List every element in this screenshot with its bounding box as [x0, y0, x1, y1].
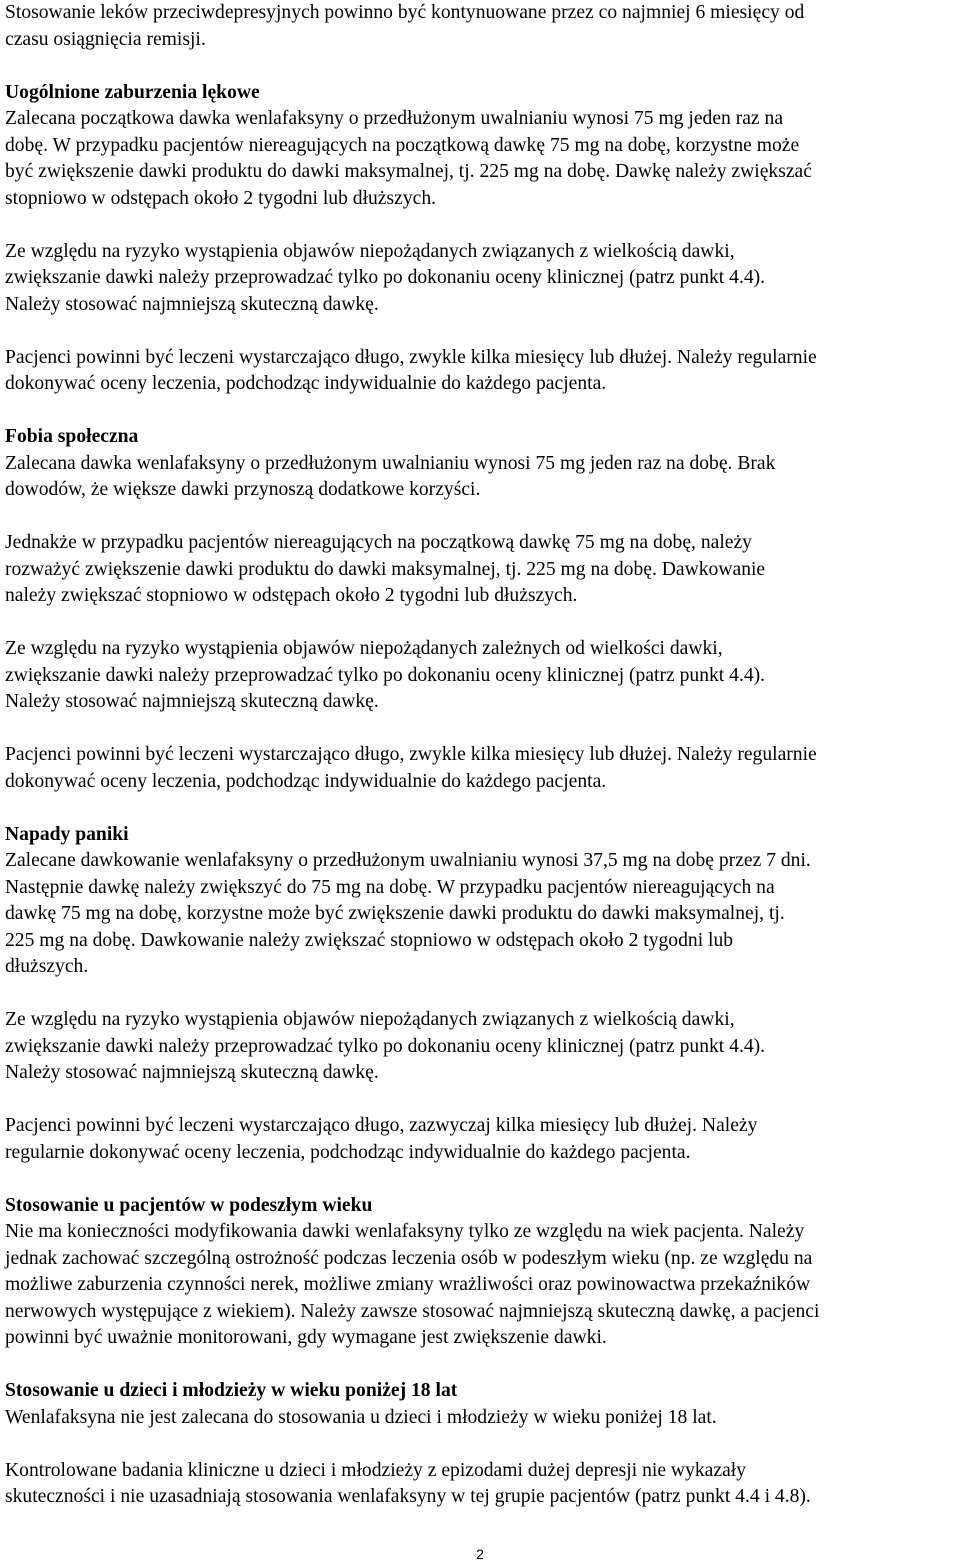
- text-line: zwiększanie dawki należy przeprowadzać tylko po dokonaniu oceny klinicznej (patrz punkt 4.4).: [5, 267, 766, 288]
- text-line: możliwe zaburzenia czynności nerek, możliwe zmiany wrażliwości oraz powinowactwa przekaźników: [5, 1274, 811, 1295]
- section-heading: Stosowanie u dzieci i młodzieży w wieku poniżej 18 lat: [5, 1380, 458, 1401]
- text-line: Ze względu na ryzyko wystąpienia objawów niepożądanych związanych z wielkością dawki,: [5, 1009, 735, 1030]
- text-line: 225 mg na dobę. Dawkowanie należy zwiększać stopniowo w odstępach około 2 tygodni lub: [5, 929, 734, 951]
- text-line: zwiększanie dawki należy przeprowadzać tylko po dokonaniu oceny klinicznej (patrz punkt 4.4).: [5, 1035, 766, 1057]
- text-line: dłuższych.: [5, 956, 89, 977]
- text-line: regularnie dokonywać oceny leczenia, podchodząc indywidualnie do każdego pacjenta.: [5, 1141, 691, 1163]
- paragraph: [5, 1113, 955, 1166]
- text-line: Ze względu na ryzyko wystąpienia objawów niepożądanych związanych z wielkością dawki,: [5, 240, 735, 262]
- document-section: [5, 1193, 955, 1352]
- text-line: Należy stosować najmniejszą skuteczną dawkę.: [5, 1062, 379, 1083]
- text-line: Jednakże w przypadku pacjentów niereagujących na początkową dawkę 75 mg na dobę, należy: [5, 532, 752, 553]
- text-line: dowodów, że większe dawki przynoszą dodatkowe korzyści.: [5, 479, 481, 500]
- text-line: Pacjenci powinni być leczeni wystarczająco długo, zwykle kilka miesięcy lub dłużej. Należy regularnie: [5, 744, 817, 765]
- text-line: Nie ma konieczności modyfikowania dawki wenlafaksyny tylko ze względu na wiek pacjenta. Należy: [5, 1221, 805, 1242]
- paragraph: [5, 1458, 955, 1511]
- paragraph: [5, 239, 955, 319]
- text-line: Pacjenci powinni być leczeni wystarczająco długo, zazwyczaj kilka miesięcy lub dłużej. Należy: [5, 1115, 758, 1136]
- document-page: [5, 0, 955, 1537]
- text-line: Należy stosować najmniejszą skuteczną dawkę.: [5, 293, 379, 315]
- paragraph: [5, 530, 955, 610]
- paragraph: [5, 1007, 955, 1087]
- text-line: zwiększanie dawki należy przeprowadzać tylko po dokonaniu oceny klinicznej (patrz punkt 4.4).: [5, 664, 766, 686]
- text-line: Kontrolowane badania kliniczne u dzieci i młodzieży z epizodami dużej depresji nie wykazały: [5, 1459, 747, 1481]
- text-line: dokonywać oceny leczenia, podchodząc indywidualnie do każdego pacjenta.: [5, 373, 607, 394]
- text-line: Zalecana dawka wenlafaksyny o przedłużonym uwalnianiu wynosi 75 mg jeden raz na dobę. Brak: [5, 452, 776, 474]
- text-line: Stosowanie leków przeciwdepresyjnych powinno być kontynuowane przez co najmniej 6 miesięcy od: [5, 2, 805, 23]
- paragraph: [5, 345, 955, 398]
- text-line: skuteczności i nie uzasadniają stosowania wenlafaksyny w tej grupie pacjentów (patrz punkt 4.4 i 4.8).: [5, 1486, 811, 1507]
- text-line: Zalecane dawkowanie wenlafaksyny o przedłużonym uwalnianiu wynosi 37,5 mg na dobę przez 7 dni.: [5, 850, 811, 871]
- text-line: dokonywać oceny leczenia, podchodząc indywidualnie do każdego pacjenta.: [5, 770, 607, 792]
- text-line: nerwowych występujące z wiekiem). Należy zawsze stosować najmniejszą skuteczną dawkę, a pacjenci: [5, 1300, 820, 1322]
- section-heading: Napady paniki: [5, 823, 129, 845]
- text-line: Należy stosować najmniejszą skuteczną dawkę.: [5, 691, 379, 712]
- document-section: [5, 80, 955, 213]
- text-line: Ze względu na ryzyko wystąpienia objawów niepożądanych zależnych od wielkości dawki,: [5, 638, 723, 659]
- document-section: [5, 822, 955, 981]
- text-line: czasu osiągnięcia remisji.: [5, 28, 206, 50]
- paragraph: [5, 0, 955, 53]
- document-section: [5, 1378, 955, 1431]
- section-heading: Stosowanie u pacjentów w podeszłym wieku: [5, 1194, 373, 1216]
- text-line: Pacjenci powinni być leczeni wystarczająco długo, zwykle kilka miesięcy lub dłużej. Należy regularnie: [5, 346, 817, 368]
- text-line: Zalecana początkowa dawka wenlafaksyny o przedłużonym uwalnianiu wynosi 75 mg jeden raz na: [5, 108, 784, 129]
- text-line: Następnie dawkę należy zwiększyć do 75 mg na dobę. W przypadku pacjentów niereagujących na: [5, 876, 775, 898]
- text-line: dobę. W przypadku pacjentów niereagujących na początkową dawkę 75 mg na dobę, korzystne może: [5, 134, 800, 156]
- text-line: rozważyć zwiększenie dawki produktu do dawki maksymalnej, tj. 225 mg na dobę. Dawkowanie: [5, 558, 766, 580]
- page-number: 2: [476, 1546, 484, 1562]
- text-line: Wenlafaksyna nie jest zalecana do stosowania u dzieci i młodzieży w wieku poniżej 18 lat.: [5, 1406, 717, 1428]
- text-line: dawkę 75 mg na dobę, korzystne może być zwiększenie dawki produktu do dawki maksymalnej, tj.: [5, 903, 785, 924]
- text-line: należy zwiększać stopniowo w odstępach około 2 tygodni lub dłuższych.: [5, 585, 578, 606]
- document-section: [5, 424, 955, 504]
- text-line: stopniowo w odstępach około 2 tygodni lub dłuższych.: [5, 187, 437, 209]
- text-line: powinni być uważnie monitorowani, gdy wymagane jest zwiększenie dawki.: [5, 1327, 607, 1348]
- paragraph: [5, 636, 955, 716]
- paragraph: [5, 742, 955, 795]
- section-heading: Fobia społeczna: [5, 426, 139, 447]
- text-line: jednak zachować szczególną ostrożność podczas leczenia osób w podeszłym wieku (np. ze względu na: [5, 1247, 813, 1269]
- section-heading: Uogólnione zaburzenia lękowe: [5, 81, 260, 103]
- text-line: być zwiększenie dawki produktu do dawki maksymalnej, tj. 225 mg na dobę. Dawkę należy zwiększać: [5, 161, 812, 182]
